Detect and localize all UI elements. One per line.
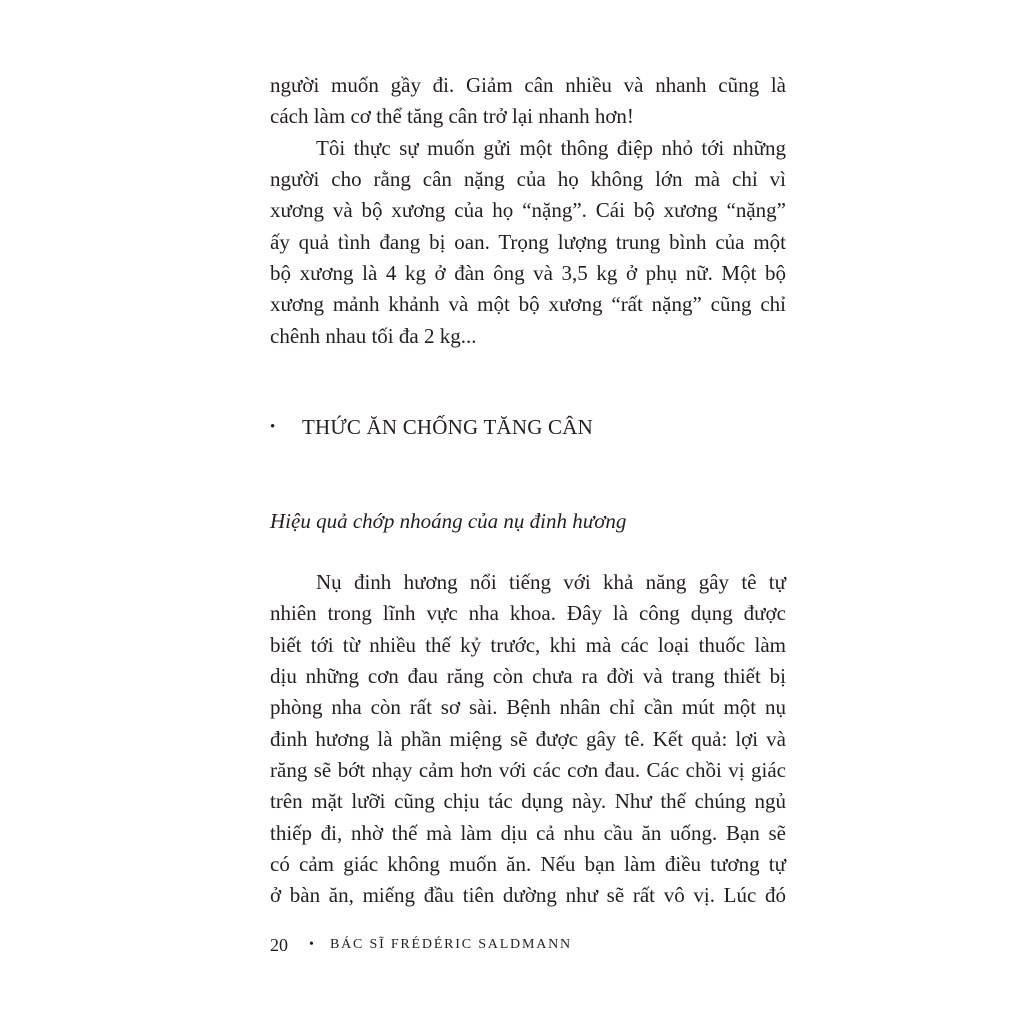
paragraph [270, 133, 786, 352]
text-line: trên mặt lưỡi cũng chịu tác dụng này. Như thế chúng ngủ [270, 789, 786, 814]
page-footer [270, 933, 786, 957]
text-line: bộ xương là 4 kg ở đàn ông và 3,5 kg ở phụ nữ. Một bộ [270, 261, 786, 286]
running-head: BÁC SĨ FRÉDÉRIC SALDMANN [330, 937, 572, 952]
text-line: xương mảnh khảnh và một bộ xương “rất nặng” cũng chỉ [270, 292, 786, 317]
text-line: có cảm giác không muốn ăn. Nếu bạn làm điều tương tự [270, 852, 786, 877]
subheading: Hiệu quả chớp nhoáng của nụ đinh hương [270, 509, 627, 533]
separator-bullet-icon: • [309, 937, 314, 952]
paragraph [270, 70, 786, 133]
text-line: Tôi thực sự muốn gửi một thông điệp nhỏ tới những [316, 135, 786, 160]
text-line: thiếp đi, nhờ thế mà làm dịu cả nhu cầu ăn uống. Bạn sẽ [270, 820, 786, 845]
text-line: người cho rằng cân nặng của họ không lớn mà chỉ vì [270, 167, 786, 192]
text-line: biết tới từ nhiều thế kỷ trước, khi mà các loại thuốc làm [270, 632, 786, 657]
text-line: răng sẽ bớt nhạy cảm hơn với các cơn đau. Các chồi vị giác [270, 758, 786, 783]
text-line: dịu những cơn đau răng còn chưa ra đời và trang thiết bị [270, 664, 786, 689]
text-line: chênh nhau tối đa 2 kg... [270, 323, 477, 348]
intro-text [270, 70, 786, 352]
text-line: Nụ đinh hương nổi tiếng với khả năng gây tê tự [316, 570, 786, 594]
paragraph [270, 567, 786, 912]
text-line: xương và bộ xương của họ “nặng”. Cái bộ xương “nặng” [270, 198, 786, 223]
section-heading [270, 411, 786, 443]
text-line: cách làm cơ thể tăng cân trở lại nhanh hơn! [270, 104, 634, 129]
section-heading-title: THỨC ĂN CHỐNG TĂNG CÂN [302, 415, 593, 439]
text-line: ấy quả tình đang bị oan. Trọng lượng trung bình của một [270, 229, 786, 254]
text-line: đinh hương là phần miệng sẽ được gây tê. Kết quả: lợi và [270, 726, 786, 751]
text-line: phòng nha còn rất sơ sài. Bệnh nhân chỉ cần mút một nụ [270, 695, 786, 720]
text-line: nhiên trong lĩnh vực nha khoa. Đây là công dụng được [270, 601, 786, 626]
bullet-icon: • [270, 419, 276, 435]
text-line: người muốn gầy đi. Giảm cân nhiều và nhanh cũng là [270, 73, 786, 97]
page-number: 20 [270, 935, 288, 955]
text-line: ở bàn ăn, miếng đầu tiên dường như sẽ rất vô vị. Lúc đó [270, 883, 786, 908]
